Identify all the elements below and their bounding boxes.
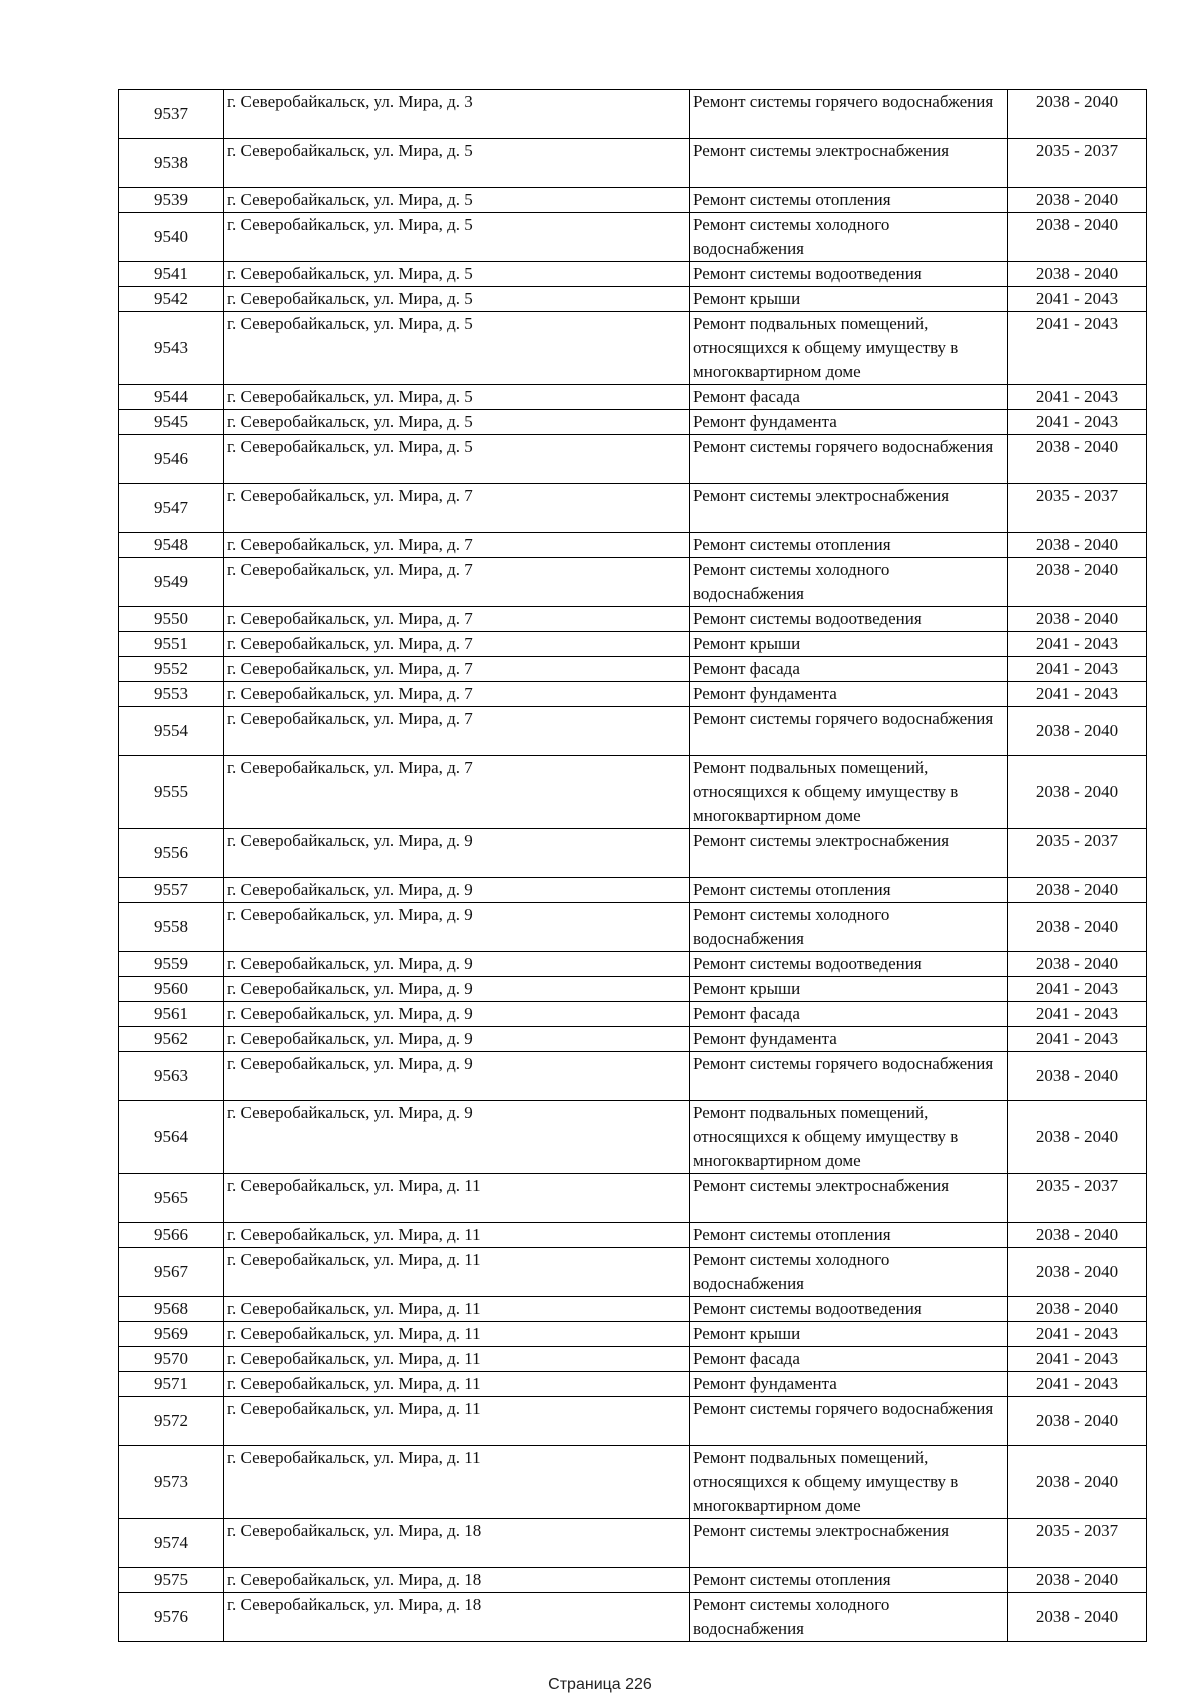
period-cell: 2038 - 2040 bbox=[1008, 188, 1147, 213]
period-cell: 2035 - 2037 bbox=[1008, 139, 1147, 188]
period-cell: 2038 - 2040 bbox=[1008, 435, 1147, 484]
period-cell: 2041 - 2043 bbox=[1008, 657, 1147, 682]
table-row bbox=[119, 1397, 1147, 1446]
address-cell: г. Северобайкальск, ул. Мира, д. 11 bbox=[224, 1248, 690, 1297]
row-number-cell: 9545 bbox=[119, 410, 224, 435]
period-cell: 2038 - 2040 bbox=[1008, 1101, 1147, 1174]
address-cell: г. Северобайкальск, ул. Мира, д. 7 bbox=[224, 484, 690, 533]
table-row bbox=[119, 1248, 1147, 1297]
period-cell: 2038 - 2040 bbox=[1008, 262, 1147, 287]
work-type-cell: Ремонт подвальных помещений, относящихся к общему имуществу в многоквартирном доме bbox=[690, 312, 1008, 385]
work-type-cell: Ремонт системы холодного водоснабжения bbox=[690, 558, 1008, 607]
address-cell: г. Северобайкальск, ул. Мира, д. 18 bbox=[224, 1568, 690, 1593]
table-row bbox=[119, 484, 1147, 533]
work-type-cell: Ремонт системы горячего водоснабжения bbox=[690, 90, 1008, 139]
row-number-cell: 9549 bbox=[119, 558, 224, 607]
table-row bbox=[119, 977, 1147, 1002]
work-type-cell: Ремонт системы электроснабжения bbox=[690, 139, 1008, 188]
table-row bbox=[119, 410, 1147, 435]
table-row bbox=[119, 188, 1147, 213]
work-type-cell: Ремонт системы холодного водоснабжения bbox=[690, 903, 1008, 952]
table-row bbox=[119, 1322, 1147, 1347]
table-row bbox=[119, 1568, 1147, 1593]
work-type-cell: Ремонт системы холодного водоснабжения bbox=[690, 1593, 1008, 1642]
period-cell: 2038 - 2040 bbox=[1008, 878, 1147, 903]
row-number-cell: 9537 bbox=[119, 90, 224, 139]
work-type-cell: Ремонт крыши bbox=[690, 1322, 1008, 1347]
period-cell: 2041 - 2043 bbox=[1008, 1002, 1147, 1027]
repair-schedule-table bbox=[118, 89, 1147, 1642]
work-type-cell: Ремонт крыши bbox=[690, 287, 1008, 312]
row-number-cell: 9541 bbox=[119, 262, 224, 287]
table-row bbox=[119, 213, 1147, 262]
address-cell: г. Северобайкальск, ул. Мира, д. 5 bbox=[224, 287, 690, 312]
work-type-cell: Ремонт фундамента bbox=[690, 1027, 1008, 1052]
period-cell: 2038 - 2040 bbox=[1008, 1297, 1147, 1322]
row-number-cell: 9576 bbox=[119, 1593, 224, 1642]
period-cell: 2038 - 2040 bbox=[1008, 1446, 1147, 1519]
work-type-cell: Ремонт фасада bbox=[690, 1347, 1008, 1372]
table-row bbox=[119, 1002, 1147, 1027]
address-cell: г. Северобайкальск, ул. Мира, д. 7 bbox=[224, 558, 690, 607]
address-cell: г. Северобайкальск, ул. Мира, д. 11 bbox=[224, 1322, 690, 1347]
table-row bbox=[119, 1297, 1147, 1322]
period-cell: 2041 - 2043 bbox=[1008, 1347, 1147, 1372]
table-row bbox=[119, 1027, 1147, 1052]
table-row bbox=[119, 90, 1147, 139]
work-type-cell: Ремонт фундамента bbox=[690, 682, 1008, 707]
table-row bbox=[119, 1052, 1147, 1101]
work-type-cell: Ремонт системы водоотведения bbox=[690, 262, 1008, 287]
period-cell: 2038 - 2040 bbox=[1008, 1052, 1147, 1101]
period-cell: 2038 - 2040 bbox=[1008, 533, 1147, 558]
address-cell: г. Северобайкальск, ул. Мира, д. 9 bbox=[224, 829, 690, 878]
period-cell: 2041 - 2043 bbox=[1008, 1372, 1147, 1397]
row-number-cell: 9555 bbox=[119, 756, 224, 829]
table-row bbox=[119, 287, 1147, 312]
period-cell: 2041 - 2043 bbox=[1008, 977, 1147, 1002]
period-cell: 2038 - 2040 bbox=[1008, 903, 1147, 952]
row-number-cell: 9544 bbox=[119, 385, 224, 410]
work-type-cell: Ремонт системы водоотведения bbox=[690, 952, 1008, 977]
address-cell: г. Северобайкальск, ул. Мира, д. 9 bbox=[224, 903, 690, 952]
row-number-cell: 9566 bbox=[119, 1223, 224, 1248]
period-cell: 2038 - 2040 bbox=[1008, 1593, 1147, 1642]
address-cell: г. Северобайкальск, ул. Мира, д. 11 bbox=[224, 1174, 690, 1223]
table-row bbox=[119, 903, 1147, 952]
row-number-cell: 9557 bbox=[119, 878, 224, 903]
work-type-cell: Ремонт системы электроснабжения bbox=[690, 1174, 1008, 1223]
work-type-cell: Ремонт фундамента bbox=[690, 410, 1008, 435]
address-cell: г. Северобайкальск, ул. Мира, д. 9 bbox=[224, 878, 690, 903]
table-row bbox=[119, 952, 1147, 977]
table-row bbox=[119, 1101, 1147, 1174]
period-cell: 2038 - 2040 bbox=[1008, 1248, 1147, 1297]
address-cell: г. Северобайкальск, ул. Мира, д. 7 bbox=[224, 632, 690, 657]
period-cell: 2038 - 2040 bbox=[1008, 558, 1147, 607]
address-cell: г. Северобайкальск, ул. Мира, д. 3 bbox=[224, 90, 690, 139]
work-type-cell: Ремонт системы отопления bbox=[690, 533, 1008, 558]
period-cell: 2038 - 2040 bbox=[1008, 1223, 1147, 1248]
period-cell: 2038 - 2040 bbox=[1008, 952, 1147, 977]
table-row bbox=[119, 1223, 1147, 1248]
address-cell: г. Северобайкальск, ул. Мира, д. 5 bbox=[224, 139, 690, 188]
table-row bbox=[119, 1446, 1147, 1519]
table-row bbox=[119, 878, 1147, 903]
row-number-cell: 9560 bbox=[119, 977, 224, 1002]
work-type-cell: Ремонт системы водоотведения bbox=[690, 607, 1008, 632]
table-row bbox=[119, 829, 1147, 878]
table-row bbox=[119, 312, 1147, 385]
table-row bbox=[119, 558, 1147, 607]
address-cell: г. Северобайкальск, ул. Мира, д. 11 bbox=[224, 1397, 690, 1446]
address-cell: г. Северобайкальск, ул. Мира, д. 7 bbox=[224, 533, 690, 558]
address-cell: г. Северобайкальск, ул. Мира, д. 5 bbox=[224, 262, 690, 287]
row-number-cell: 9562 bbox=[119, 1027, 224, 1052]
work-type-cell: Ремонт фасада bbox=[690, 385, 1008, 410]
work-type-cell: Ремонт системы холодного водоснабжения bbox=[690, 1248, 1008, 1297]
row-number-cell: 9559 bbox=[119, 952, 224, 977]
work-type-cell: Ремонт фундамента bbox=[690, 1372, 1008, 1397]
period-cell: 2038 - 2040 bbox=[1008, 707, 1147, 756]
table-row bbox=[119, 1372, 1147, 1397]
row-number-cell: 9572 bbox=[119, 1397, 224, 1446]
table-row bbox=[119, 385, 1147, 410]
row-number-cell: 9552 bbox=[119, 657, 224, 682]
address-cell: г. Северобайкальск, ул. Мира, д. 5 bbox=[224, 312, 690, 385]
row-number-cell: 9538 bbox=[119, 139, 224, 188]
work-type-cell: Ремонт системы электроснабжения bbox=[690, 484, 1008, 533]
row-number-cell: 9550 bbox=[119, 607, 224, 632]
table-row bbox=[119, 607, 1147, 632]
work-type-cell: Ремонт подвальных помещений, относящихся к общему имуществу в многоквартирном доме bbox=[690, 1101, 1008, 1174]
period-cell: 2035 - 2037 bbox=[1008, 1174, 1147, 1223]
table-row bbox=[119, 1519, 1147, 1568]
row-number-cell: 9556 bbox=[119, 829, 224, 878]
work-type-cell: Ремонт системы электроснабжения bbox=[690, 829, 1008, 878]
row-number-cell: 9568 bbox=[119, 1297, 224, 1322]
address-cell: г. Северобайкальск, ул. Мира, д. 9 bbox=[224, 952, 690, 977]
address-cell: г. Северобайкальск, ул. Мира, д. 11 bbox=[224, 1297, 690, 1322]
row-number-cell: 9565 bbox=[119, 1174, 224, 1223]
table-row bbox=[119, 262, 1147, 287]
work-type-cell: Ремонт системы горячего водоснабжения bbox=[690, 435, 1008, 484]
work-type-cell: Ремонт системы электроснабжения bbox=[690, 1519, 1008, 1568]
page-number: Страница 226 bbox=[548, 1676, 652, 1693]
table-row bbox=[119, 139, 1147, 188]
address-cell: г. Северобайкальск, ул. Мира, д. 5 bbox=[224, 410, 690, 435]
table-row bbox=[119, 657, 1147, 682]
work-type-cell: Ремонт системы водоотведения bbox=[690, 1297, 1008, 1322]
work-type-cell: Ремонт подвальных помещений, относящихся к общему имуществу в многоквартирном доме bbox=[690, 756, 1008, 829]
address-cell: г. Северобайкальск, ул. Мира, д. 11 bbox=[224, 1446, 690, 1519]
work-type-cell: Ремонт фасада bbox=[690, 1002, 1008, 1027]
table-row bbox=[119, 756, 1147, 829]
address-cell: г. Северобайкальск, ул. Мира, д. 7 bbox=[224, 682, 690, 707]
address-cell: г. Северобайкальск, ул. Мира, д. 7 bbox=[224, 756, 690, 829]
row-number-cell: 9567 bbox=[119, 1248, 224, 1297]
row-number-cell: 9573 bbox=[119, 1446, 224, 1519]
period-cell: 2041 - 2043 bbox=[1008, 385, 1147, 410]
work-type-cell: Ремонт системы холодного водоснабжения bbox=[690, 213, 1008, 262]
address-cell: г. Северобайкальск, ул. Мира, д. 18 bbox=[224, 1519, 690, 1568]
work-type-cell: Ремонт системы горячего водоснабжения bbox=[690, 1397, 1008, 1446]
period-cell: 2038 - 2040 bbox=[1008, 90, 1147, 139]
address-cell: г. Северобайкальск, ул. Мира, д. 11 bbox=[224, 1347, 690, 1372]
address-cell: г. Северобайкальск, ул. Мира, д. 7 bbox=[224, 707, 690, 756]
period-cell: 2041 - 2043 bbox=[1008, 1322, 1147, 1347]
period-cell: 2038 - 2040 bbox=[1008, 1397, 1147, 1446]
row-number-cell: 9574 bbox=[119, 1519, 224, 1568]
address-cell: г. Северобайкальск, ул. Мира, д. 9 bbox=[224, 977, 690, 1002]
address-cell: г. Северобайкальск, ул. Мира, д. 9 bbox=[224, 1052, 690, 1101]
period-cell: 2041 - 2043 bbox=[1008, 632, 1147, 657]
work-type-cell: Ремонт крыши bbox=[690, 632, 1008, 657]
period-cell: 2041 - 2043 bbox=[1008, 287, 1147, 312]
period-cell: 2035 - 2037 bbox=[1008, 484, 1147, 533]
row-number-cell: 9543 bbox=[119, 312, 224, 385]
address-cell: г. Северобайкальск, ул. Мира, д. 18 bbox=[224, 1593, 690, 1642]
table-body bbox=[119, 90, 1147, 1642]
row-number-cell: 9548 bbox=[119, 533, 224, 558]
work-type-cell: Ремонт системы отопления bbox=[690, 188, 1008, 213]
address-cell: г. Северобайкальск, ул. Мира, д. 11 bbox=[224, 1223, 690, 1248]
period-cell: 2038 - 2040 bbox=[1008, 756, 1147, 829]
table-row bbox=[119, 682, 1147, 707]
table-row bbox=[119, 707, 1147, 756]
table-row bbox=[119, 1593, 1147, 1642]
work-type-cell: Ремонт крыши bbox=[690, 977, 1008, 1002]
period-cell: 2041 - 2043 bbox=[1008, 312, 1147, 385]
row-number-cell: 9570 bbox=[119, 1347, 224, 1372]
table-row bbox=[119, 1174, 1147, 1223]
row-number-cell: 9547 bbox=[119, 484, 224, 533]
period-cell: 2035 - 2037 bbox=[1008, 829, 1147, 878]
row-number-cell: 9563 bbox=[119, 1052, 224, 1101]
address-cell: г. Северобайкальск, ул. Мира, д. 11 bbox=[224, 1372, 690, 1397]
work-type-cell: Ремонт подвальных помещений, относящихся к общему имуществу в многоквартирном доме bbox=[690, 1446, 1008, 1519]
work-type-cell: Ремонт системы горячего водоснабжения bbox=[690, 707, 1008, 756]
address-cell: г. Северобайкальск, ул. Мира, д. 5 bbox=[224, 213, 690, 262]
row-number-cell: 9571 bbox=[119, 1372, 224, 1397]
row-number-cell: 9558 bbox=[119, 903, 224, 952]
row-number-cell: 9575 bbox=[119, 1568, 224, 1593]
row-number-cell: 9553 bbox=[119, 682, 224, 707]
work-type-cell: Ремонт системы отопления bbox=[690, 1223, 1008, 1248]
address-cell: г. Северобайкальск, ул. Мира, д. 5 bbox=[224, 385, 690, 410]
table-row bbox=[119, 533, 1147, 558]
row-number-cell: 9539 bbox=[119, 188, 224, 213]
row-number-cell: 9569 bbox=[119, 1322, 224, 1347]
row-number-cell: 9564 bbox=[119, 1101, 224, 1174]
address-cell: г. Северобайкальск, ул. Мира, д. 9 bbox=[224, 1101, 690, 1174]
period-cell: 2038 - 2040 bbox=[1008, 213, 1147, 262]
table-row bbox=[119, 435, 1147, 484]
address-cell: г. Северобайкальск, ул. Мира, д. 7 bbox=[224, 607, 690, 632]
work-type-cell: Ремонт фасада bbox=[690, 657, 1008, 682]
period-cell: 2041 - 2043 bbox=[1008, 1027, 1147, 1052]
work-type-cell: Ремонт системы отопления bbox=[690, 1568, 1008, 1593]
period-cell: 2038 - 2040 bbox=[1008, 1568, 1147, 1593]
period-cell: 2038 - 2040 bbox=[1008, 607, 1147, 632]
period-cell: 2041 - 2043 bbox=[1008, 410, 1147, 435]
work-type-cell: Ремонт системы горячего водоснабжения bbox=[690, 1052, 1008, 1101]
row-number-cell: 9540 bbox=[119, 213, 224, 262]
period-cell: 2035 - 2037 bbox=[1008, 1519, 1147, 1568]
address-cell: г. Северобайкальск, ул. Мира, д. 5 bbox=[224, 435, 690, 484]
address-cell: г. Северобайкальск, ул. Мира, д. 7 bbox=[224, 657, 690, 682]
period-cell: 2041 - 2043 bbox=[1008, 682, 1147, 707]
address-cell: г. Северобайкальск, ул. Мира, д. 9 bbox=[224, 1002, 690, 1027]
row-number-cell: 9561 bbox=[119, 1002, 224, 1027]
address-cell: г. Северобайкальск, ул. Мира, д. 5 bbox=[224, 188, 690, 213]
row-number-cell: 9551 bbox=[119, 632, 224, 657]
work-type-cell: Ремонт системы отопления bbox=[690, 878, 1008, 903]
row-number-cell: 9554 bbox=[119, 707, 224, 756]
table-row bbox=[119, 632, 1147, 657]
row-number-cell: 9546 bbox=[119, 435, 224, 484]
row-number-cell: 9542 bbox=[119, 287, 224, 312]
address-cell: г. Северобайкальск, ул. Мира, д. 9 bbox=[224, 1027, 690, 1052]
table-row bbox=[119, 1347, 1147, 1372]
